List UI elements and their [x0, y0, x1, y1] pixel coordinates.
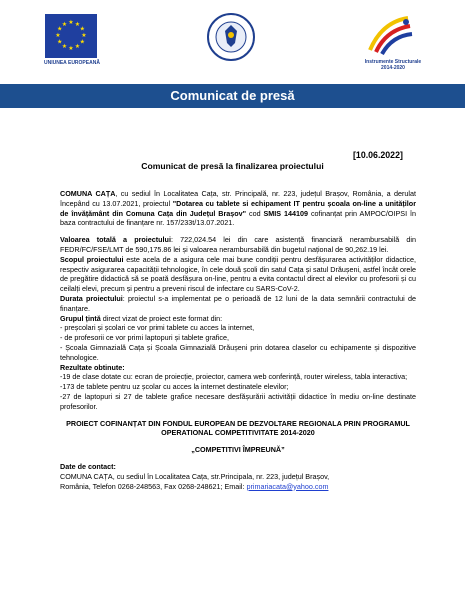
slogan: „COMPETITIVI ÎMPREUNĂ”	[191, 445, 285, 455]
government-seal-logo	[207, 13, 255, 61]
svg-text:★: ★	[57, 25, 63, 33]
structural-instruments-caption: Instrumente Structurale 2014-2020	[364, 59, 422, 71]
document-date: [10.06.2022]	[353, 150, 403, 160]
results-heading: Rezultate obtinute:	[60, 362, 125, 372]
svg-text:★: ★	[79, 25, 85, 33]
target-item: - preșcolari și școlari ce vor primi tablete cu acces la internet,	[60, 323, 255, 333]
contact-email-link[interactable]: primariacata@yahoo.com	[246, 481, 329, 491]
svg-text:★: ★	[81, 32, 87, 39]
contact-address: COMUNA CAȚA, cu sediul în Localitatea Cața, str.Principala, nr. 223, județul Brașov,	[60, 471, 330, 481]
target-item: - Școala Gimnazială Cața și Școala Gimnazială Drăușeni prin dotarea claselor cu echipamente și dispozitive tehnologice.	[60, 342, 416, 362]
svg-text:★: ★	[61, 43, 68, 51]
eu-caption: UNIUNEA EUROPEANĂ	[44, 60, 100, 66]
contact-label: Date de contact:	[60, 461, 116, 471]
svg-text:★: ★	[74, 43, 81, 51]
target-paragraph: Grupul țintă direct vizat de proiect este format din:	[60, 313, 223, 323]
logo-header	[0, 0, 465, 78]
document-body	[60, 189, 416, 491]
intro-paragraph: COMUNA CAȚA, cu sediul în Localitatea Cața, str. Principală, nr. 223, județul Brașov, România, a derulat începând cu 13.07.2021, proiectul "Dotarea cu tablete si echipament IT pentru școala on-line a unităților de învățământ din Comuna Cața din Județul Brașov" cod SMIS 144109 cofinanțat prin AMPOC/OIPSI în baza contractului de finanțare nr. 157/233t/13.07.2021.	[60, 189, 417, 228]
value-paragraph: Valoarea totală a proiectului: 722,024.54 lei din care asistență financiară nerambursabilă din FEDR/FC/FSE/LMT de 590,175.86 lei și valoarea nerambursabilă din bugetul național de 90,262.19 lei.	[60, 235, 416, 254]
svg-text:★: ★	[79, 38, 85, 46]
structural-instruments-logo	[362, 12, 420, 64]
funding-statement: PROIECT COFINANȚAT DIN FONDUL EUROPEAN DE DEZVOLTARE REGIONALA PRIN PROGRAMUL OPERATIONAL COMPETITIVITATE 2014-2020	[66, 418, 410, 438]
svg-text:★: ★	[68, 45, 74, 52]
svg-text:★: ★	[57, 38, 63, 46]
result-item: -173 de tablete pentru uz școlar cu acces la internet destinatele elevilor;	[60, 382, 289, 392]
result-item: -19 de clase dotate cu: ecran de proiecție, proiector, camera web conferință, router wireless, tabla interactiva;	[60, 372, 408, 382]
contact-phone: România, Telefon 0268-248563, Fax 0268-248621; Email: primariacata@yahoo.com	[60, 481, 329, 491]
svg-text:★: ★	[61, 20, 68, 28]
svg-text:★: ★	[55, 32, 61, 39]
banner-title: Comunicat de presă	[170, 88, 295, 103]
duration-paragraph: Durata proiectului: proiectul s-a implementat pe o perioadă de 12 luni de la data semnării contractului de finanțare.	[60, 293, 416, 313]
svg-text:★: ★	[68, 19, 74, 26]
target-item: - de profesorii ce vor primi laptopuri și tablete grafice,	[60, 333, 229, 343]
svg-text:★: ★	[74, 20, 81, 28]
eu-flag-logo	[45, 14, 97, 58]
scope-paragraph: Scopul proiectului este acela de a asigura cele mai bune condiții pentru desfășurarea activităților didactice, respectiv asigurarea capacității tehnologice, în cele două școli din satul Cața și satul Drăușeni, astfel încât orele de pregătire didactică să se poată desfășura on-line, pentru a evita contactul direct al elevilor cu profesorii și cu ceilalți elevi, precum și pentru a preveni riscul de infectare cu SARS-CoV-2.	[60, 254, 416, 294]
document-heading: Comunicat de presă la finalizarea proiectului	[141, 161, 324, 171]
result-item: -27 de laptopuri si 27 de tablete grafice necesare desfășurării activității didactice în mediu on-line destinate profesorilor.	[60, 391, 416, 411]
